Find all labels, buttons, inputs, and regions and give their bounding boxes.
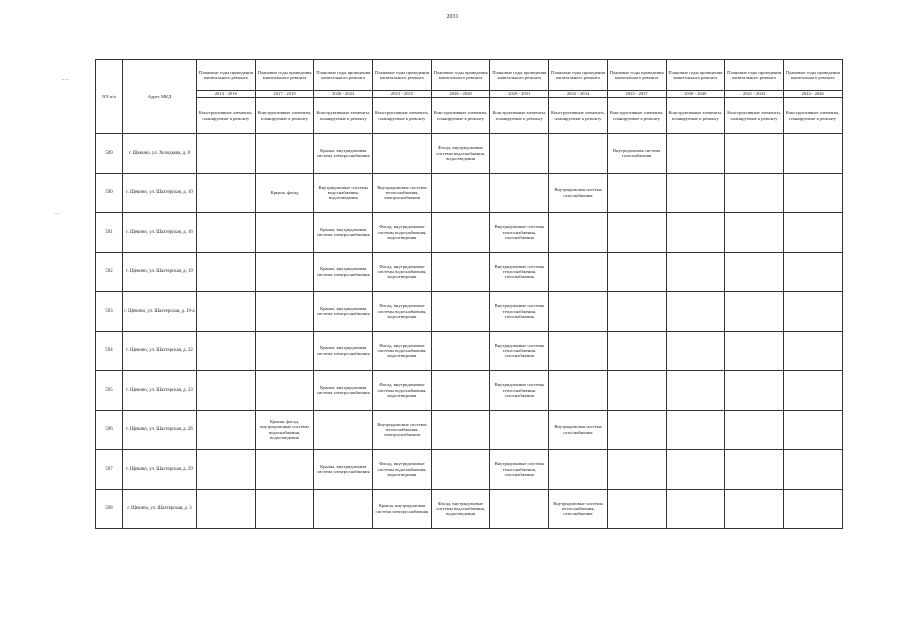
row-number: 597: [96, 450, 123, 490]
elements-header: Конструктивные элементы, планируемые к ремонту: [549, 98, 608, 134]
repair-cell: [666, 489, 725, 529]
period-years: 2029 - 2031: [490, 91, 549, 98]
repair-cell: [255, 450, 314, 490]
repair-cell: [197, 450, 256, 490]
repair-cell: [197, 252, 256, 292]
repair-cell: Крыша, внутридомовая система электроснабжения: [314, 331, 373, 371]
repair-cell: Фасад, внутридомовые системы водоснабжения, водоотведения: [373, 331, 432, 371]
repair-cell: Фасад, внутридомовые системы водоснабжения, водоотведения: [373, 292, 432, 332]
repair-cell: [549, 252, 608, 292]
repair-cell: [666, 252, 725, 292]
repair-cell: [783, 489, 842, 529]
repair-cell: [255, 213, 314, 253]
repair-cell: [197, 213, 256, 253]
table-body: [96, 134, 843, 529]
row-address: г. Щекино, ул. Шахтерская, д. 3: [123, 489, 197, 529]
elements-header: Конструктивные элементы, планируемые к ремонту: [666, 98, 725, 134]
repair-cell: [725, 213, 784, 253]
repair-cell: [431, 173, 490, 213]
elements-header: Конструктивные элементы, планируемые к ремонту: [607, 98, 666, 134]
repair-cell: [666, 134, 725, 174]
repair-cell: [431, 450, 490, 490]
repair-cell: Внутридомовые системы теплоснабжения, газоснабжения: [549, 489, 608, 529]
table-row: [96, 410, 843, 450]
row-number: 592: [96, 252, 123, 292]
repair-cell: Внутридомовые системы теплоснабжения, электроснабжения: [373, 173, 432, 213]
repair-cell: Фасад, внутридомовые системы водоснабжения, водоотведения: [373, 252, 432, 292]
repair-cell: [197, 134, 256, 174]
repair-cell: [607, 252, 666, 292]
repair-cell: [666, 450, 725, 490]
table-row: [96, 252, 843, 292]
elements-header: Конструктивные элементы, планируемые к ремонту: [431, 98, 490, 134]
period-years: 2026 - 2028: [431, 91, 490, 98]
elements-header: Конструктивные элементы, планируемые к ремонту: [314, 98, 373, 134]
period-header: Плановые годы проведения капитального ремонта: [725, 60, 784, 91]
repair-cell: Внутридомовые системы теплоснабжения, газоснабжения: [490, 450, 549, 490]
repair-cell: [725, 371, 784, 411]
repair-cell: [725, 450, 784, 490]
repair-cell: [607, 450, 666, 490]
repair-cell: [314, 489, 373, 529]
repair-cell: [666, 410, 725, 450]
repair-cell: [255, 331, 314, 371]
repair-cell: [666, 292, 725, 332]
repair-cell: Крыша, внутридомовая система электроснабжения: [314, 134, 373, 174]
repair-cell: Внутридомовая система газоснабжения: [607, 134, 666, 174]
repair-cell: Крыша, внутридомовая система электроснабжения: [314, 450, 373, 490]
elements-header: Конструктивные элементы, планируемые к ремонту: [783, 98, 842, 134]
row-number: 591: [96, 213, 123, 253]
row-address: г. Щекино, ул. Шахтерская, д. 29: [123, 450, 197, 490]
period-years: 2020 - 2022: [314, 91, 373, 98]
row-address: г. Щекино, ул. Шахтерская, д. 26: [123, 410, 197, 450]
repair-cell: [314, 410, 373, 450]
repair-cell: [549, 213, 608, 253]
repair-cell: [607, 371, 666, 411]
repair-cell: Крыша, внутридомовая система электроснабжения: [314, 371, 373, 411]
period-header: Плановые годы проведения капитального ремонта: [314, 60, 373, 91]
table-row: [96, 450, 843, 490]
period-header: Плановые годы проведения капитального ремонта: [490, 60, 549, 91]
period-years: 2014 - 2016: [197, 91, 256, 98]
repair-cell: [490, 134, 549, 174]
row-number: 595: [96, 371, 123, 411]
row-address: г. Щекино, ул. Шахтерская, д. 22: [123, 331, 197, 371]
repair-cell: [607, 410, 666, 450]
repair-cell: Внутридомовые системы теплоснабжения, газоснабжения: [490, 331, 549, 371]
repair-cell: [255, 489, 314, 529]
repair-cell: Крыша, фасад, внутридомовые системы водоснабжения, водоотведения: [255, 410, 314, 450]
row-number: 596: [96, 410, 123, 450]
table-row: [96, 331, 843, 371]
repair-cell: [549, 292, 608, 332]
repair-cell: [725, 489, 784, 529]
repair-cell: [197, 489, 256, 529]
repair-cell: [666, 213, 725, 253]
row-number: 594: [96, 331, 123, 371]
elements-header: Конструктивные элементы, планируемые к ремонту: [490, 98, 549, 134]
period-header: Плановые годы проведения капитального ремонта: [197, 60, 256, 91]
repair-cell: Внутридомовые системы теплоснабжения, газоснабжения: [490, 213, 549, 253]
repair-cell: Крыша, внутридомовая система электроснабжения: [373, 489, 432, 529]
page-number: 2031: [446, 14, 459, 20]
repair-cell: [549, 450, 608, 490]
repair-cell: [549, 371, 608, 411]
repair-cell: [431, 331, 490, 371]
repair-cell: Фасад, внутридомовые системы водоснабжения, водоотведения: [373, 213, 432, 253]
repair-cell: [549, 331, 608, 371]
table-row: [96, 489, 843, 529]
repair-cell: Крыша, внутридомовая система электроснабжения: [314, 252, 373, 292]
table-row: [96, 213, 843, 253]
elements-header: Конструктивные элементы, планируемые к ремонту: [373, 98, 432, 134]
repair-cell: [783, 331, 842, 371]
table-row: [96, 173, 843, 213]
row-address: г. Щекино, ул. Холодкова, д. 8: [123, 134, 197, 174]
repair-cell: [783, 252, 842, 292]
repair-cell: [607, 292, 666, 332]
repair-cell: Внутридомовые системы теплоснабжения, газоснабжения: [490, 371, 549, 411]
repair-cell: [666, 173, 725, 213]
repair-cell: [431, 213, 490, 253]
elements-header: Конструктивные элементы, планируемые к ремонту: [725, 98, 784, 134]
repair-cell: [666, 331, 725, 371]
repair-cell: [783, 134, 842, 174]
repair-cell: [197, 410, 256, 450]
period-header: Плановые годы проведения капитального ремонта: [255, 60, 314, 91]
repair-cell: Фасад, внутридомовые системы водоснабжения, водоотведения: [431, 489, 490, 529]
row-number: 593: [96, 292, 123, 332]
repair-cell: [783, 173, 842, 213]
repair-cell: [607, 213, 666, 253]
repair-cell: [197, 173, 256, 213]
repair-cell: Внутридомовые системы теплоснабжения, электроснабжения: [373, 410, 432, 450]
repair-cell: [431, 292, 490, 332]
repair-cell: Крыша, фасад: [255, 173, 314, 213]
table-row: [96, 292, 843, 332]
repair-cell: [725, 410, 784, 450]
repair-cell: [725, 292, 784, 332]
repair-cell: Внутридомовые системы теплоснабжения, газоснабжения: [490, 252, 549, 292]
table-row: [96, 134, 843, 174]
repair-cell: [255, 371, 314, 411]
row-number: 589: [96, 134, 123, 174]
repair-cell: [255, 252, 314, 292]
period-years: 2041 - 2043: [725, 91, 784, 98]
repair-cell: [783, 292, 842, 332]
row-address: г. Щекино, ул. Шахтерская, д. 19-а: [123, 292, 197, 332]
repair-cell: [197, 371, 256, 411]
period-header: Плановые годы проведения капитального ремонта: [373, 60, 432, 91]
repair-cell: Крыша, внутридомовая система электроснабжения: [314, 292, 373, 332]
repair-cell: [373, 134, 432, 174]
repair-cell: [783, 410, 842, 450]
repair-cell: [725, 252, 784, 292]
repair-cell: [255, 292, 314, 332]
repair-cell: [725, 331, 784, 371]
repair-cell: Внутридомовые системы теплоснабжения, газоснабжения: [490, 292, 549, 332]
period-header: Плановые годы проведения капитального ремонта: [607, 60, 666, 91]
repair-cell: Внутридомовые системы водоснабжения, водоотведения: [314, 173, 373, 213]
repair-cell: Фасад, внутридомовые системы водоснабжения, водоотведения: [373, 450, 432, 490]
scan-mark: ‒ ‒: [62, 78, 69, 83]
repair-cell: Фасад, внутридомовые системы водоснабжения, водоотведения: [431, 134, 490, 174]
table-row: [96, 371, 843, 411]
repair-cell: [607, 331, 666, 371]
period-header: Плановые годы проведения капитального ремонта: [549, 60, 608, 91]
repair-cell: [725, 173, 784, 213]
period-years: 2044 - 2046: [783, 91, 842, 98]
repair-cell: [783, 450, 842, 490]
row-address: г. Щекино, ул. Шахтерская, д. 10: [123, 173, 197, 213]
elements-header: Конструктивные элементы, планируемые к ремонту: [255, 98, 314, 134]
repair-cell: [490, 410, 549, 450]
repair-cell: [490, 173, 549, 213]
period-years: 2032 - 2034: [549, 91, 608, 98]
scan-mark: ‒ ·: [55, 212, 61, 217]
period-header: Плановые годы проведения капитального ремонта: [666, 60, 725, 91]
repair-cell: [607, 489, 666, 529]
repair-cell: [431, 371, 490, 411]
repair-cell: [549, 134, 608, 174]
row-address: г. Щекино, ул. Шахтерская, д. 19: [123, 252, 197, 292]
repair-cell: Фасад, внутридомовые системы водоснабжения, водоотведения: [373, 371, 432, 411]
col-addr-header: Адрес МКД: [123, 60, 197, 134]
elements-header: Конструктивные элементы, планируемые к ремонту: [197, 98, 256, 134]
repair-cell: [783, 371, 842, 411]
col-num-header: NN п/п: [96, 60, 123, 134]
repair-cell: [431, 410, 490, 450]
repair-cell: [783, 213, 842, 253]
repair-cell: [255, 134, 314, 174]
repair-cell: [725, 134, 784, 174]
row-address: г. Щекино, ул. Шахтерская, д. 23: [123, 371, 197, 411]
repair-cell: Внутридомовая система газоснабжения: [549, 410, 608, 450]
repair-cell: [490, 489, 549, 529]
repair-cell: [666, 371, 725, 411]
row-number: 590: [96, 173, 123, 213]
repair-cell: Внутридомовая система газоснабжения: [549, 173, 608, 213]
repair-cell: [431, 252, 490, 292]
period-years: 2023 - 2025: [373, 91, 432, 98]
repair-schedule-table: [95, 59, 843, 529]
period-years: 2035 - 2037: [607, 91, 666, 98]
row-number: 598: [96, 489, 123, 529]
repair-cell: [607, 173, 666, 213]
period-years: 2017 - 2019: [255, 91, 314, 98]
row-address: г. Щекино, ул. Шахтерская, д. 16: [123, 213, 197, 253]
period-header: Плановые годы проведения капитального ремонта: [431, 60, 490, 91]
period-header: Плановые годы проведения капитального ремонта: [783, 60, 842, 91]
repair-cell: [197, 331, 256, 371]
repair-cell: Крыша, внутридомовая система электроснабжения: [314, 213, 373, 253]
period-years: 2038 - 2040: [666, 91, 725, 98]
repair-cell: [197, 292, 256, 332]
